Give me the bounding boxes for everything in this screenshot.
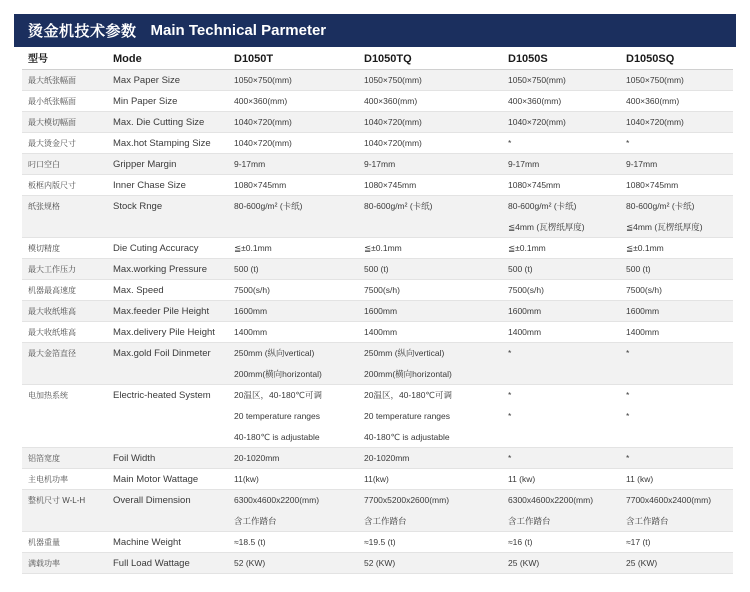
value-cell-d1050sq	[626, 280, 733, 300]
value-line: 1040×720(mm)	[508, 117, 566, 127]
value-line: 6300x4600x2200(mm)	[234, 495, 320, 505]
value-line: 80-600g/m² (卡纸)	[626, 201, 695, 211]
table-row	[22, 133, 733, 154]
param-name-cn: 纸张规格	[28, 202, 60, 211]
value-line: 52 (KW)	[234, 558, 266, 568]
param-name-en: Gripper Margin	[113, 159, 177, 170]
value-line: 7700x5200x2600(mm)	[364, 495, 450, 505]
value-cell-d1050tq	[364, 154, 508, 174]
value-cell-d1050tq	[364, 175, 508, 195]
header-d1050sq: D1050SQ	[626, 53, 675, 65]
value-line: 500 (t)	[234, 264, 259, 274]
value-cell-d1050tq	[364, 553, 508, 573]
value-cell-d1050s	[508, 154, 626, 174]
param-name-cn: 最大烫金尺寸	[28, 139, 76, 148]
value-cell-d1050s	[508, 133, 626, 153]
value-line: 1080×745mm	[364, 180, 417, 190]
param-name-cn: 最大工作压力	[28, 265, 76, 274]
value-cell-d1050tq	[364, 91, 508, 111]
value-cell-d1050t	[234, 301, 364, 321]
param-name-cn: 最大收纸堆高	[28, 328, 76, 337]
value-cell-d1050t	[234, 259, 364, 279]
value-line: 20温区，40-180℃可调	[364, 390, 452, 400]
value-line: 250mm (纵向vertical)	[364, 348, 445, 358]
value-cell-d1050sq	[626, 469, 733, 489]
value-line: *	[626, 138, 630, 148]
value-cell-d1050sq	[626, 532, 733, 552]
table-row	[22, 469, 733, 490]
value-line: 7500(s/h)	[626, 285, 662, 295]
param-name-cn: 电加热系统	[28, 391, 68, 400]
table-row	[22, 112, 733, 133]
value-line: 7700x4600x2400(mm)	[626, 495, 712, 505]
value-line: 9-17mm	[234, 159, 266, 169]
value-line: 40-180℃ is adjustable	[234, 432, 320, 442]
table-header-row	[22, 49, 733, 70]
value-cell-d1050t	[234, 112, 364, 132]
value-line: *	[508, 390, 512, 400]
value-line: 6300x4600x2200(mm)	[508, 495, 594, 505]
value-line: 400×360(mm)	[508, 96, 562, 106]
value-cell-d1050tq	[364, 343, 508, 384]
value-cell-d1050tq	[364, 70, 508, 90]
value-line: 500 (t)	[364, 264, 389, 274]
param-name-en: Electric-heated System	[113, 390, 211, 401]
param-name-en: Max Paper Size	[113, 75, 181, 86]
value-line: 1600mm	[626, 306, 660, 316]
value-line: 1040×720(mm)	[626, 117, 684, 127]
param-name-en: Max. Speed	[113, 285, 164, 296]
value-cell-d1050t	[234, 175, 364, 195]
value-line: ≈17 (t)	[626, 537, 651, 547]
value-line: 80-600g/m² (卡纸)	[234, 201, 303, 211]
value-line: 11(kw)	[364, 474, 389, 484]
value-cell-d1050t	[234, 532, 364, 552]
table-row	[22, 553, 733, 574]
param-name-cn: 满载功率	[28, 559, 60, 568]
table-row	[22, 385, 733, 448]
value-cell-d1050t	[234, 490, 364, 531]
param-name-cn: 叼口空白	[28, 160, 60, 169]
value-line: *	[626, 453, 630, 463]
param-name-en: Min Paper Size	[113, 96, 178, 107]
value-line: 52 (KW)	[364, 558, 396, 568]
value-cell-d1050t	[234, 196, 364, 237]
value-cell-d1050sq	[626, 238, 733, 258]
table-row	[22, 448, 733, 469]
param-name-cn: 最大收纸堆高	[28, 307, 76, 316]
value-cell-d1050tq	[364, 469, 508, 489]
value-cell-d1050tq	[364, 490, 508, 531]
value-cell-d1050tq	[364, 301, 508, 321]
param-name-en: Max.working Pressure	[113, 264, 207, 275]
value-line: 20 temperature ranges	[364, 411, 450, 421]
value-cell-d1050s	[508, 70, 626, 90]
value-cell-d1050t	[234, 385, 364, 447]
value-cell-d1050tq	[364, 322, 508, 342]
value-cell-d1050t	[234, 238, 364, 258]
value-cell-d1050tq	[364, 385, 508, 447]
table-row	[22, 280, 733, 301]
value-cell-d1050sq	[626, 343, 733, 384]
value-line: 400×360(mm)	[234, 96, 288, 106]
value-line: ≦4mm (瓦楞纸厚度)	[508, 222, 585, 232]
param-name-cn: 整机尺寸 W-L-H	[28, 496, 86, 505]
value-line: *	[508, 348, 512, 358]
value-cell-d1050s	[508, 196, 626, 237]
value-cell-d1050s	[508, 385, 626, 447]
table-row	[22, 532, 733, 553]
value-line: 1400mm	[234, 327, 268, 337]
param-name-en: Max.hot Stamping Size	[113, 138, 211, 149]
value-cell-d1050tq	[364, 259, 508, 279]
value-line: 11 (kw)	[508, 474, 536, 484]
value-line: ≦±0.1mm	[508, 243, 546, 253]
value-cell-d1050s	[508, 175, 626, 195]
param-name-cn: 主电机功率	[28, 475, 68, 484]
param-name-en: Max.delivery Pile Height	[113, 327, 215, 338]
value-line: 1050×750(mm)	[234, 75, 292, 85]
value-line: 20温区，40-180℃可调	[234, 390, 322, 400]
value-line: 1040×720(mm)	[234, 138, 292, 148]
param-name-en: Inner Chase Size	[113, 180, 186, 191]
table-row	[22, 259, 733, 280]
header-d1050tq: D1050TQ	[364, 53, 412, 65]
table-row	[22, 343, 733, 385]
value-line: 1080×745mm	[234, 180, 287, 190]
value-line: 20 temperature ranges	[234, 411, 320, 421]
param-name-en: Main Motor Wattage	[113, 474, 199, 485]
header-model-cn: 型号	[28, 54, 48, 65]
table-row	[22, 196, 733, 238]
value-cell-d1050tq	[364, 448, 508, 468]
value-cell-d1050t	[234, 322, 364, 342]
value-line: 20-1020mm	[234, 453, 280, 463]
value-cell-d1050s	[508, 301, 626, 321]
value-line: 含工作踏台	[234, 516, 277, 526]
value-line: 400×360(mm)	[364, 96, 418, 106]
value-line: 7500(s/h)	[234, 285, 270, 295]
value-line: 500 (t)	[508, 264, 533, 274]
param-name-en: Foil Width	[113, 453, 156, 464]
value-line: *	[626, 411, 630, 421]
value-cell-d1050t	[234, 469, 364, 489]
table-row	[22, 322, 733, 343]
table-row	[22, 175, 733, 196]
value-line: 1040×720(mm)	[364, 138, 422, 148]
value-line: 1600mm	[364, 306, 398, 316]
value-line: ≦±0.1mm	[234, 243, 272, 253]
value-line: 11 (kw)	[626, 474, 654, 484]
value-line: 9-17mm	[626, 159, 658, 169]
header-mode: Mode	[113, 53, 142, 65]
value-line: 7500(s/h)	[364, 285, 400, 295]
table-row	[22, 91, 733, 112]
value-line: 250mm (纵向vertical)	[234, 348, 315, 358]
param-name-en: Overall Dimension	[113, 495, 191, 506]
table-row	[22, 154, 733, 175]
param-name-cn: 最大模切幅面	[28, 118, 76, 127]
param-name-cn: 模切精度	[28, 244, 60, 253]
value-cell-d1050t	[234, 553, 364, 573]
value-line: 500 (t)	[626, 264, 651, 274]
value-cell-d1050tq	[364, 112, 508, 132]
value-cell-d1050s	[508, 532, 626, 552]
title-cn: 烫金机技术参数	[28, 23, 137, 40]
value-line: 1040×720(mm)	[234, 117, 292, 127]
param-name-en: Machine Weight	[113, 537, 181, 548]
value-cell-d1050s	[508, 280, 626, 300]
value-cell-d1050tq	[364, 280, 508, 300]
value-cell-d1050s	[508, 448, 626, 468]
value-cell-d1050tq	[364, 133, 508, 153]
value-line: 200mm(横向horizontal)	[234, 369, 322, 379]
spec-table	[22, 49, 733, 574]
value-line: *	[508, 138, 512, 148]
value-line: 含工作踏台	[626, 516, 669, 526]
value-line: 1400mm	[364, 327, 398, 337]
param-name-en: Max.gold Foil Dinmeter	[113, 348, 211, 359]
param-name-cn: 机器重量	[28, 538, 60, 547]
value-cell-d1050s	[508, 490, 626, 531]
value-cell-d1050sq	[626, 175, 733, 195]
value-line: 9-17mm	[508, 159, 540, 169]
value-cell-d1050s	[508, 238, 626, 258]
value-line: 1050×750(mm)	[364, 75, 422, 85]
value-cell-d1050tq	[364, 532, 508, 552]
value-cell-d1050sq	[626, 553, 733, 573]
value-cell-d1050s	[508, 343, 626, 384]
value-line: 9-17mm	[364, 159, 396, 169]
value-cell-d1050sq	[626, 301, 733, 321]
value-line: *	[508, 411, 512, 421]
value-cell-d1050sq	[626, 490, 733, 531]
value-line: 25 (KW)	[508, 558, 540, 568]
value-line: 1050×750(mm)	[508, 75, 566, 85]
value-line: ≈18.5 (t)	[234, 537, 266, 547]
param-name-en: Max. Die Cutting Size	[113, 117, 205, 128]
param-name-cn: 最大金箔直径	[28, 349, 76, 358]
value-cell-d1050s	[508, 322, 626, 342]
value-cell-d1050s	[508, 553, 626, 573]
value-cell-d1050t	[234, 133, 364, 153]
value-cell-d1050sq	[626, 322, 733, 342]
value-line: 1400mm	[626, 327, 660, 337]
param-name-cn: 最大纸张幅面	[28, 76, 76, 85]
value-cell-d1050sq	[626, 133, 733, 153]
param-name-cn: 最小纸张幅面	[28, 97, 76, 106]
value-line: *	[508, 453, 512, 463]
param-name-en: Max.feeder Pile Height	[113, 306, 210, 317]
value-line: 20-1020mm	[364, 453, 410, 463]
value-cell-d1050sq	[626, 196, 733, 237]
value-cell-d1050sq	[626, 154, 733, 174]
value-cell-d1050t	[234, 70, 364, 90]
value-line: 1600mm	[508, 306, 542, 316]
value-cell-d1050sq	[626, 112, 733, 132]
value-line: ≦±0.1mm	[626, 243, 664, 253]
value-line: *	[626, 390, 630, 400]
value-line: 40-180℃ is adjustable	[364, 432, 450, 442]
value-line: 7500(s/h)	[508, 285, 544, 295]
value-cell-d1050t	[234, 91, 364, 111]
table-row	[22, 490, 733, 532]
value-cell-d1050s	[508, 469, 626, 489]
table-row	[22, 301, 733, 322]
title-banner	[14, 14, 736, 47]
value-line: 1080×745mm	[626, 180, 679, 190]
param-name-cn: 板框内版尺寸	[28, 181, 76, 190]
value-line: 含工作踏台	[364, 516, 407, 526]
value-line: 含工作踏台	[508, 516, 551, 526]
value-line: *	[626, 348, 630, 358]
value-line: 11(kw)	[234, 474, 259, 484]
param-name-en: Stock Rnge	[113, 201, 163, 212]
table-row	[22, 238, 733, 259]
value-cell-d1050sq	[626, 70, 733, 90]
value-cell-d1050sq	[626, 259, 733, 279]
value-cell-d1050s	[508, 259, 626, 279]
value-cell-d1050tq	[364, 238, 508, 258]
value-line: 1600mm	[234, 306, 268, 316]
param-name-en: Die Cuting Accuracy	[113, 243, 199, 254]
value-line: 200mm(横向horizontal)	[364, 369, 452, 379]
value-cell-d1050t	[234, 448, 364, 468]
value-cell-d1050s	[508, 112, 626, 132]
value-cell-d1050t	[234, 343, 364, 384]
value-cell-d1050sq	[626, 448, 733, 468]
value-cell-d1050t	[234, 154, 364, 174]
value-line: 1050×750(mm)	[626, 75, 684, 85]
param-name-cn: 机器最高速度	[28, 286, 76, 295]
value-cell-d1050sq	[626, 385, 733, 447]
title-en: Main Technical Parmeter	[150, 22, 327, 39]
value-line: ≈19.5 (t)	[364, 537, 396, 547]
value-line: ≦±0.1mm	[364, 243, 402, 253]
param-name-en: Full Load Wattage	[113, 558, 190, 569]
value-line: 25 (KW)	[626, 558, 658, 568]
value-line: ≦4mm (瓦楞纸厚度)	[626, 222, 703, 232]
value-line: 80-600g/m² (卡纸)	[364, 201, 433, 211]
value-line: 80-600g/m² (卡纸)	[508, 201, 577, 211]
value-cell-d1050s	[508, 91, 626, 111]
value-line: 1400mm	[508, 327, 542, 337]
header-d1050t: D1050T	[234, 53, 274, 65]
table-row	[22, 70, 733, 91]
param-name-cn: 铝箔宽度	[28, 454, 60, 463]
value-cell-d1050tq	[364, 196, 508, 237]
value-line: 400×360(mm)	[626, 96, 680, 106]
header-d1050s: D1050S	[508, 53, 548, 65]
value-line: 1040×720(mm)	[364, 117, 422, 127]
value-cell-d1050sq	[626, 91, 733, 111]
value-cell-d1050t	[234, 280, 364, 300]
value-line: ≈16 (t)	[508, 537, 533, 547]
value-line: 1080×745mm	[508, 180, 561, 190]
